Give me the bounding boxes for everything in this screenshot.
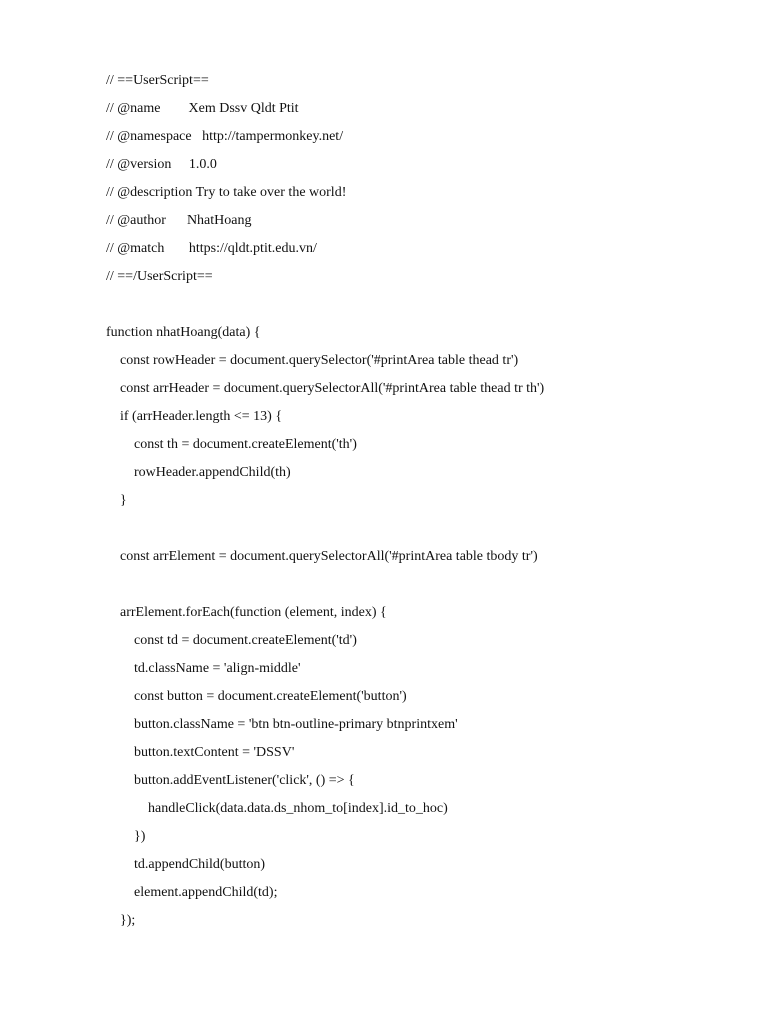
- code-line: // ==UserScript==: [106, 73, 209, 88]
- code-line: // @description Try to take over the world!: [106, 185, 347, 200]
- code-line: const arrElement = document.querySelectorAll('#printArea table tbody tr'): [120, 549, 538, 564]
- code-line: // ==/UserScript==: [106, 269, 213, 284]
- code-line: // @name Xem Dssv Qldt Ptit: [106, 101, 299, 116]
- code-line: }: [120, 493, 127, 508]
- code-line: });: [120, 913, 136, 928]
- blank-line: [106, 574, 544, 602]
- code-line: arrElement.forEach(function (element, index) {: [120, 605, 387, 620]
- code-line: td.className = 'align-middle': [134, 661, 301, 676]
- code-line: // @namespace http://tampermonkey.net/: [106, 129, 344, 144]
- blank-line: [106, 518, 544, 546]
- code-line: }): [134, 829, 146, 844]
- code-listing: [106, 70, 544, 938]
- code-line: button.className = 'btn btn-outline-primary btnprintxem': [134, 717, 458, 732]
- code-line: td.appendChild(button): [134, 857, 266, 872]
- code-line: const th = document.createElement('th'): [134, 437, 357, 452]
- code-line: const rowHeader = document.querySelector('#printArea table thead tr'): [120, 353, 519, 368]
- blank-line: [106, 294, 544, 322]
- code-line: rowHeader.appendChild(th): [134, 465, 291, 480]
- code-line: // @author NhatHoang: [106, 213, 252, 228]
- code-line: // @version 1.0.0: [106, 157, 217, 172]
- code-line: const button = document.createElement('button'): [134, 689, 407, 704]
- code-line: button.textContent = 'DSSV': [134, 745, 295, 760]
- code-line: element.appendChild(td);: [134, 885, 278, 900]
- code-line: // @match https://qldt.ptit.edu.vn/: [106, 241, 317, 256]
- code-line: handleClick(data.data.ds_nhom_to[index].id_to_hoc): [148, 801, 448, 816]
- code-line: button.addEventListener('click', () => {: [134, 773, 355, 788]
- code-line: const arrHeader = document.querySelectorAll('#printArea table thead tr th'): [120, 381, 545, 396]
- code-line: function nhatHoang(data) {: [106, 325, 261, 340]
- code-line: if (arrHeader.length <= 13) {: [120, 409, 283, 424]
- code-line: const td = document.createElement('td'): [134, 633, 357, 648]
